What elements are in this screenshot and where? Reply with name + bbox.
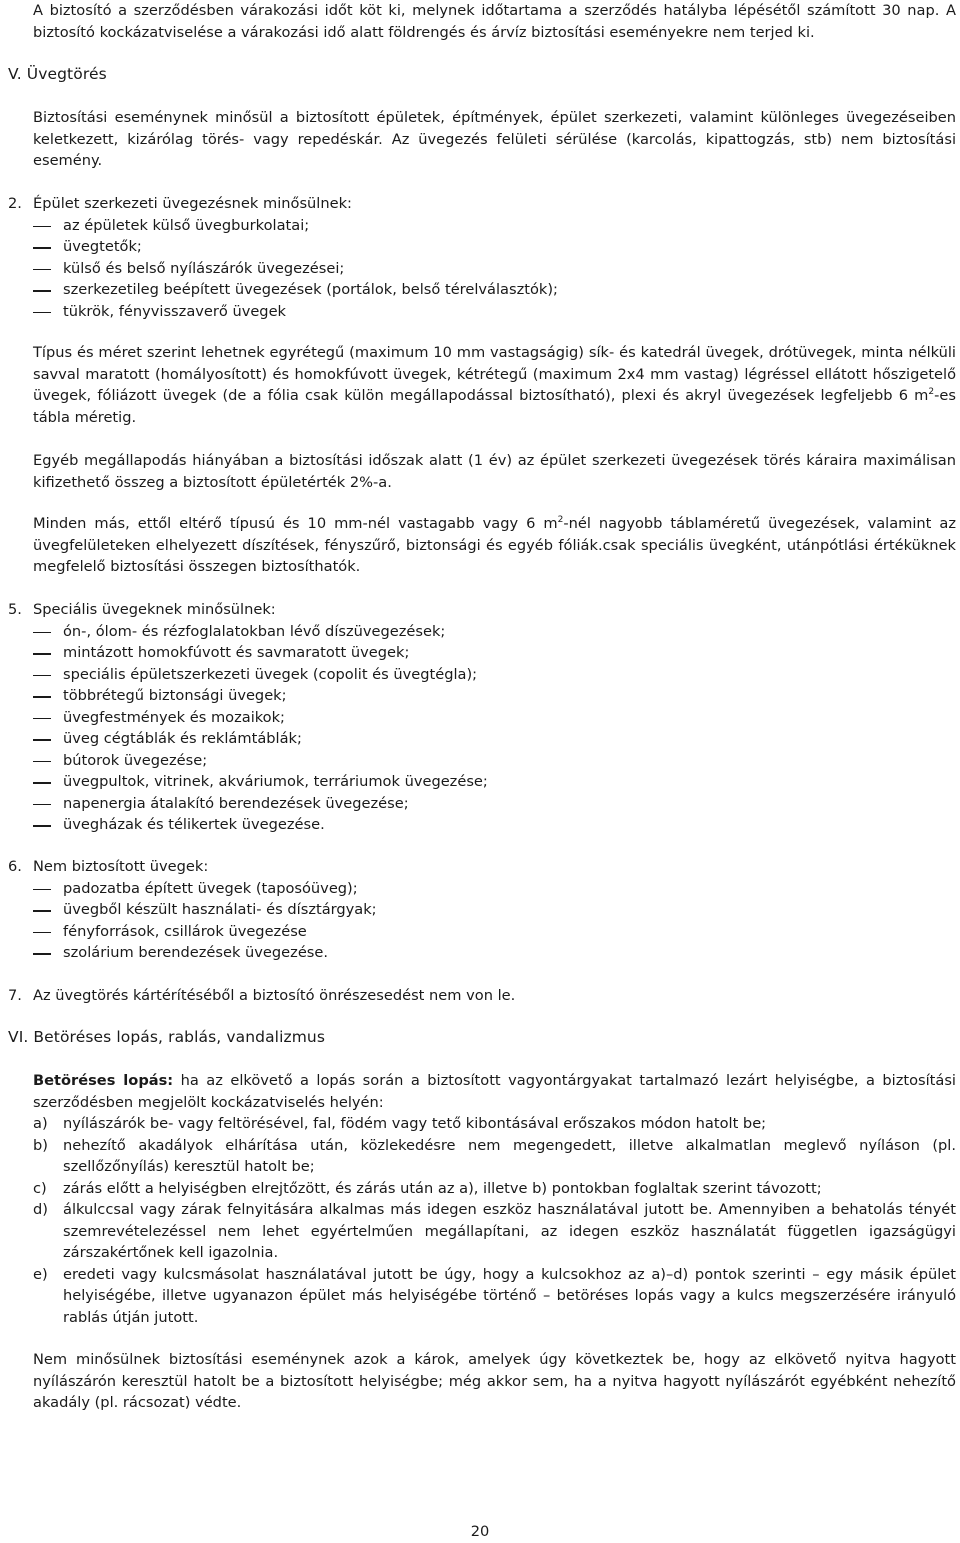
- clause-intro: Speciális üvegeknek minősülnek:: [33, 601, 276, 618]
- page-number: 20: [470, 1523, 490, 1540]
- clause-v-2: [8, 193, 956, 322]
- list-item: üveg cégtáblák és reklámtáblák;: [8, 728, 956, 750]
- paragraph-text-end: -es tábla méretig.: [33, 387, 956, 426]
- section-title: V. Üvegtörés: [8, 65, 107, 83]
- exclusion-paragraph: [8, 1349, 956, 1414]
- clause-intro: Épület szerkezeti üvegezésnek minősülnek:: [33, 195, 352, 212]
- list-item: üvegházak és télikertek üvegezése.: [8, 814, 956, 836]
- superscript: 2: [928, 387, 935, 397]
- list-item: napenergia átalakító berendezések üvegezése;: [8, 793, 956, 815]
- glass-types-paragraph: [8, 342, 956, 428]
- clause-text-end: -nél nagyobb táblaméretű üvegezések, valamint az üvegfelületeken elhelyezett díszítések, fényszűrő, biztonsági és egyéb fóliák.csak speciális üvegként, utánpótlási értéküknek megfelelő biztosítási összegen biztosíthatók.: [33, 515, 956, 575]
- clause-v-7: [8, 985, 956, 1007]
- clause-text: Biztosítási eseménynek minősül a biztosított épületek, építmények, épület szerkezeti, valamint különleges üvegezéseiben keletkezett, kizárólag törés- vagy repedéskár. Az üvegezés felületi sérülése (karcolás, kipattogzás, stb) nem biztosítási esemény.: [33, 109, 956, 169]
- clause-v-4: [8, 513, 956, 578]
- list-item: üvegből készült használati- és dísztárgyak;: [8, 899, 956, 921]
- section-title: VI. Betöréses lopás, rablás, vandalizmus: [8, 1028, 326, 1046]
- clause-number: [8, 450, 33, 472]
- clause-number: [8, 513, 33, 535]
- clause-lead-term: Betöréses lopás:: [33, 1072, 174, 1089]
- list-item: speciális épületszerkezeti üvegek (copolit és üvegtégla);: [8, 664, 956, 686]
- list-item: [8, 1135, 956, 1178]
- clause-number: 2.: [8, 195, 22, 212]
- clause-3-waiting-period: [8, 0, 956, 43]
- clause-number: 6.: [8, 858, 22, 875]
- clause-v-6: [8, 856, 956, 964]
- list-item: bútorok üvegezése;: [8, 750, 956, 772]
- clause-text: Az üvegtörés kártérítéséből a biztosító önrészesedést nem von le.: [33, 987, 516, 1004]
- clause-number: 7.: [8, 987, 22, 1004]
- clause-number: [8, 0, 33, 22]
- list-letter: d): [33, 1201, 48, 1218]
- list-item: külső és belső nyílászárók üvegezései;: [8, 258, 956, 280]
- list-item: többrétegű biztonsági üvegek;: [8, 685, 956, 707]
- list-item: üvegtetők;: [8, 236, 956, 258]
- list-text: eredeti vagy kulcsmásolat használatával jutott be úgy, hogy a kulcsokhoz az a)–d) pontok szerinti – egy másik épület helyiségébe, illetve ugyanazon épület más helyiségébe történő – betöréses lopás vagy a kulcs megszerzésére irányuló rablás útján jutott.: [63, 1265, 956, 1326]
- clause-text: Minden más, ettől eltérő típusú és 10 mm-nél vastagabb vagy 6 m: [33, 515, 558, 532]
- clause-intro: Nem biztosított üvegek:: [33, 858, 209, 875]
- clause-v-5: [8, 599, 956, 836]
- list-item: szolárium berendezések üvegezése.: [8, 942, 956, 964]
- exclusion-text: Nem minősülnek biztosítási eseménynek azok a károk, amelyek úgy következtek be, hogy az elkövető nyitva hagyott nyílászárón keresztül hatolt be a biztosított helyiségbe; még akkor sem, ha a nyitva hagyott nyílászárót egyébként nehezítő akadály (pl. rácsozat) védte.: [33, 1351, 956, 1411]
- list-item: ón-, ólom- és rézfoglalatokban lévő díszüvegezések;: [8, 621, 956, 643]
- list-item: fényforrások, csillárok üvegezése: [8, 921, 956, 943]
- list-letter: a): [33, 1115, 48, 1132]
- list-item: [8, 1199, 956, 1264]
- list-item: [8, 1178, 956, 1200]
- section-heading-v: [8, 64, 956, 86]
- superscript: 2: [557, 515, 564, 525]
- uninsured-glass-list: [8, 878, 956, 964]
- list-item: tükrök, fényvisszaverő üvegek: [8, 301, 956, 323]
- list-item: padozatba épített üvegek (taposóüveg);: [8, 878, 956, 900]
- clause-number: 5.: [8, 601, 22, 618]
- list-text: álkulccsal vagy zárak felnyitására alkalmas más idegen eszköz használatával jutott be. Amennyiben a behatolás tényét szemrevételezéssel nem lehet egyértelműen megállapítani, az idegen eszköz használatát független igazságügyi zárszakértőnek kell igazolnia.: [63, 1201, 956, 1261]
- clause-number: [8, 107, 33, 129]
- clause-v-1: [8, 107, 956, 172]
- section-heading-vi: [8, 1027, 956, 1049]
- list-item: üvegpultok, vitrinek, akváriumok, terráriumok üvegezése;: [8, 771, 956, 793]
- clause-number: [8, 1070, 33, 1092]
- clause-text: ha az elkövető a lopás során a biztosított vagyontárgyakat tartalmazó lezárt helyiségbe, a biztosítási szerződésben megjelölt kockázatviselés helyén:: [33, 1072, 956, 1111]
- list-letter: e): [33, 1265, 48, 1283]
- document-page: [8, 0, 956, 1541]
- clause-v-3: [8, 450, 956, 493]
- special-glass-list: [8, 621, 956, 836]
- list-text: nehezítő akadályok elhárítása után, közlekedésre nem megengedett, illetve alkalmatlan meglevő nyíláson (pl. szellőzőnyílás) keresztül hatolt be;: [63, 1136, 956, 1175]
- list-item: [8, 1113, 956, 1135]
- list-item: mintázott homokfúvott és savmaratott üvegek;: [8, 642, 956, 664]
- list-letter: c): [33, 1179, 47, 1197]
- clause-text: Egyéb megállapodás hiányában a biztosítási időszak alatt (1 év) az épület szerkezeti üvegezések törés káraira maximálisan kifizethető összeg a biztosított épületérték 2%-a.: [33, 452, 956, 491]
- list-letter: b): [33, 1136, 48, 1154]
- list-item: üvegfestmények és mozaikok;: [8, 707, 956, 729]
- paragraph-text: Típus és méret szerint lehetnek egyrétegű (maximum 10 mm vastagságig) sík- és katedrál üvegek, drótüvegek, minta nélküli savval maratott (homályosított) és homokfúvott üvegek, kétrétegű (maximum 2x4 mm vastag) légréssel ellátott hőszigetelő üvegek, fóliázott üvegek (de a fólia csak külön megállapodással biztosítható), plexi és akryl üvegezések legfeljebb 6 m: [33, 344, 956, 404]
- list-text: nyílászárók be- vagy feltörésével, fal, födém vagy tető kibontásával erőszakos módon hatolt be;: [63, 1115, 767, 1132]
- clause-vi-1: [8, 1070, 956, 1328]
- list-text: zárás előtt a helyiségben elrejtőzött, és zárás után az a), illetve b) pontokban foglaltak szerint távozott;: [63, 1179, 822, 1197]
- list-item: [8, 1264, 956, 1329]
- structural-glazing-list: [8, 215, 956, 323]
- clause-text: A biztosító a szerződésben várakozási időt köt ki, melynek időtartama a szerződés hatályba lépésétől számított 30 nap. A biztosító kockázatviselése a várakozási idő alatt földrengés és árvíz biztosítási eseményekre nem terjed ki.: [33, 2, 956, 41]
- burglary-conditions-list: [8, 1113, 956, 1328]
- list-item: az épületek külső üvegburkolatai;: [8, 215, 956, 237]
- list-item: szerkezetileg beépített üvegezések (portálok, belső térelválasztók);: [8, 279, 956, 301]
